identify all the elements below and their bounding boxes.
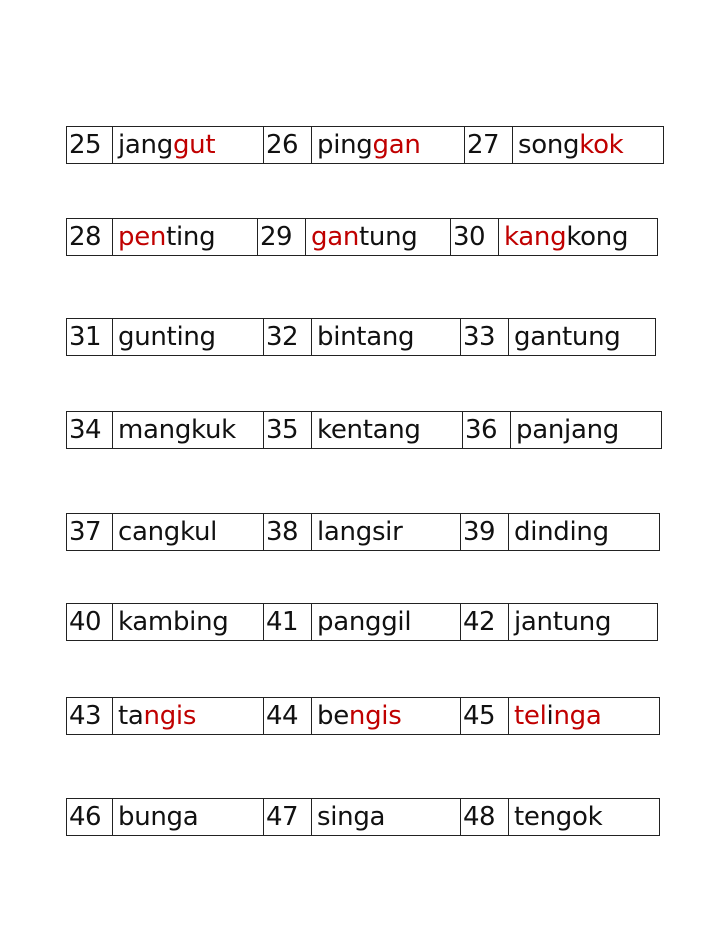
word-cell (66, 603, 264, 641)
highlighted-syllable: ngis (143, 701, 197, 731)
syllable: jantung (514, 607, 612, 637)
word-cell (460, 603, 658, 641)
item-number: 40 (67, 604, 113, 640)
word (113, 799, 263, 835)
item-number: 35 (264, 412, 312, 448)
word (312, 319, 460, 355)
word (509, 799, 659, 835)
syllable: panggil (317, 607, 412, 637)
word-cell (66, 218, 258, 256)
word-cell (464, 126, 664, 164)
word-cell (257, 218, 451, 256)
word (513, 127, 663, 163)
syllable: mangkuk (118, 415, 236, 445)
word-cell (263, 318, 461, 356)
syllable: panjang (516, 415, 619, 445)
item-number: 47 (264, 799, 312, 835)
syllable: gantung (514, 322, 621, 352)
item-number: 25 (67, 127, 113, 163)
item-number: 30 (451, 219, 499, 255)
word-cell (66, 697, 264, 735)
word-row (66, 798, 659, 836)
item-number: 33 (461, 319, 509, 355)
word (113, 604, 263, 640)
highlighted-syllable: gut (172, 130, 216, 160)
syllable: kong (566, 222, 629, 252)
syllable: kambing (118, 607, 229, 637)
word (509, 698, 659, 734)
highlighted-syllable: tel (514, 701, 547, 731)
word-row (66, 126, 663, 164)
word-cell (460, 513, 660, 551)
word-cell (263, 513, 461, 551)
word (312, 412, 462, 448)
syllable: i (546, 701, 554, 731)
item-number: 48 (461, 799, 509, 835)
word-cell (450, 218, 658, 256)
syllable: kentang (317, 415, 421, 445)
syllable: bunga (118, 802, 199, 832)
word-row (66, 318, 655, 356)
syllable: ping (317, 130, 373, 160)
item-number: 44 (264, 698, 312, 734)
item-number: 39 (461, 514, 509, 550)
word (511, 412, 661, 448)
word (312, 799, 460, 835)
item-number: 36 (463, 412, 511, 448)
item-number: 41 (264, 604, 312, 640)
highlighted-syllable: gan (372, 130, 421, 160)
word-cell (263, 798, 461, 836)
word-cell (66, 318, 264, 356)
item-number: 34 (67, 412, 113, 448)
item-number: 28 (67, 219, 113, 255)
syllable: tengok (514, 802, 603, 832)
word-cell (462, 411, 662, 449)
word (113, 127, 263, 163)
word-cell (263, 697, 461, 735)
word (113, 319, 263, 355)
syllable: dinding (514, 517, 609, 547)
word (312, 698, 460, 734)
word (306, 219, 450, 255)
item-number: 43 (67, 698, 113, 734)
word (113, 412, 263, 448)
word (312, 604, 460, 640)
syllable: bintang (317, 322, 415, 352)
word-row (66, 411, 661, 449)
word (312, 127, 464, 163)
highlighted-syllable: kok (579, 130, 624, 160)
item-number: 32 (264, 319, 312, 355)
item-number: 29 (258, 219, 306, 255)
word (312, 514, 460, 550)
word-cell (66, 798, 264, 836)
item-number: 26 (264, 127, 312, 163)
highlighted-syllable: kang (504, 222, 567, 252)
syllable: be (317, 701, 349, 731)
item-number: 31 (67, 319, 113, 355)
word-cell (66, 513, 264, 551)
word-cell (66, 126, 264, 164)
word (509, 514, 659, 550)
item-number: 45 (461, 698, 509, 734)
syllable: song (518, 130, 580, 160)
highlighted-syllable: gan (311, 222, 360, 252)
word-cell (263, 603, 461, 641)
word (113, 698, 263, 734)
word-cell (263, 411, 463, 449)
word-row (66, 218, 657, 256)
word (509, 604, 657, 640)
word (509, 319, 655, 355)
syllable: gunting (118, 322, 216, 352)
syllable: ta (118, 701, 144, 731)
highlighted-syllable: nga (553, 701, 602, 731)
word (113, 514, 263, 550)
item-number: 37 (67, 514, 113, 550)
highlighted-syllable: pen (118, 222, 167, 252)
word-cell (66, 411, 264, 449)
syllable: ting (166, 222, 216, 252)
word-row (66, 513, 659, 551)
syllable: singa (317, 802, 386, 832)
word-row (66, 697, 659, 735)
item-number: 38 (264, 514, 312, 550)
word-row (66, 603, 657, 641)
word-cell (460, 798, 660, 836)
word (113, 219, 257, 255)
word-cell (263, 126, 465, 164)
word (499, 219, 657, 255)
syllable: cangkul (118, 517, 218, 547)
syllable: jang (118, 130, 173, 160)
word-cell (460, 697, 660, 735)
highlighted-syllable: ngis (348, 701, 402, 731)
syllable: tung (359, 222, 418, 252)
syllable: langsir (317, 517, 403, 547)
item-number: 42 (461, 604, 509, 640)
item-number: 46 (67, 799, 113, 835)
word-cell (460, 318, 656, 356)
item-number: 27 (465, 127, 513, 163)
